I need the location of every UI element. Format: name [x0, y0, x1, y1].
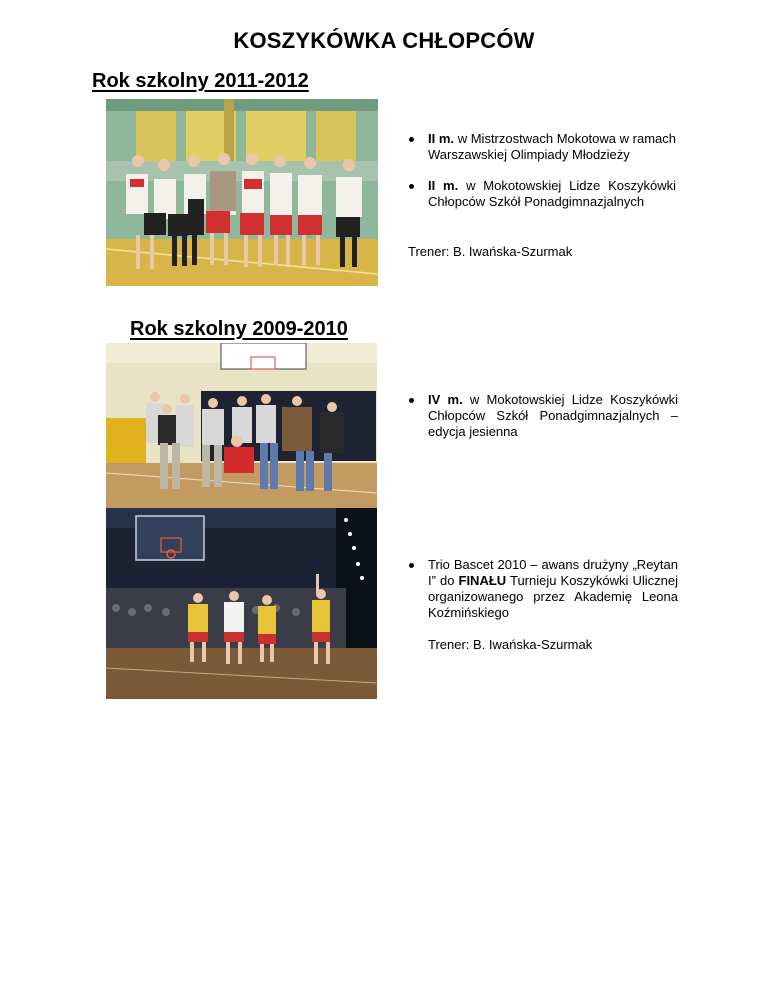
list-item [406, 557, 678, 621]
season-heading-2011-2012: Rok szkolny 2011-2012 [92, 70, 309, 92]
achievement-text-post: Turnieju Koszykówki Ulicznej organizowanego przez Akademię Leona Koźmińskiego [428, 573, 678, 620]
season-heading-2009-2010: Rok szkolny 2009-2010 [130, 318, 348, 340]
achievement-text: w Mistrzostwach Mokotowa w ramach Warszawskiej Olimpiady Młodzieży [428, 131, 676, 162]
game-photo-2009-2010 [106, 508, 377, 699]
achievement-text: w Mokotowskiej Lidze Koszykówki Chłopców Szkół Ponadgimnazjalnych – edycja jesienna [428, 392, 678, 439]
list-item [406, 392, 678, 440]
achievements-list-2011-2012 [406, 131, 676, 210]
team-photo-2009-2010 [106, 343, 377, 508]
final-label: FINAŁU [458, 573, 507, 588]
achievement-text: w Mokotowskiej Lidze Koszykówki Chłopców Szkół Ponadgimnazjalnych [428, 178, 676, 209]
achievements-list-2009-2010-b [406, 557, 678, 621]
achievement-text-pre: Trio Bascet 2010 – awans drużyny „Reytan I” do [428, 557, 678, 588]
placement-label: II m. [428, 131, 455, 146]
team-photo-2011-2012 [106, 99, 378, 286]
page-title: KOSZYKÓWKA CHŁOPCÓW [233, 28, 535, 53]
list-item [406, 178, 676, 210]
coach-label: Trener: B. Iwańska-Szurmak [408, 244, 573, 259]
list-item [406, 131, 676, 163]
placement-label: II m. [428, 178, 459, 193]
achievements-list-2009-2010-a [406, 392, 678, 440]
coach-label: Trener: B. Iwańska-Szurmak [428, 637, 593, 652]
placement-label: IV m. [428, 392, 463, 407]
